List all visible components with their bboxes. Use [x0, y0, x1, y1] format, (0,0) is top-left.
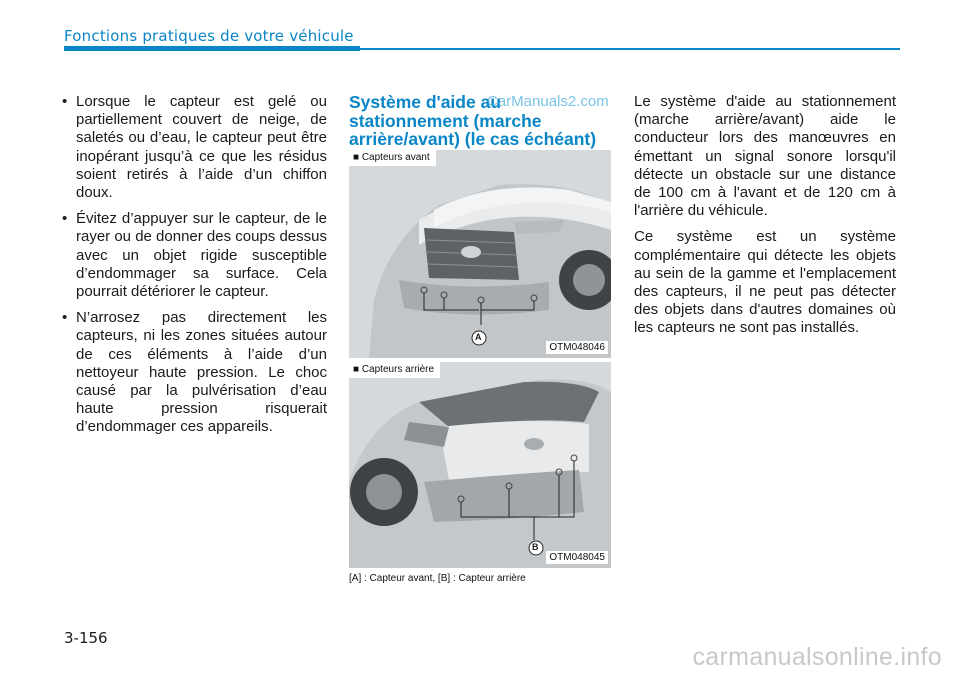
header-title: Fonctions pratiques de votre véhicule: [64, 27, 354, 45]
marker-a: A: [475, 332, 482, 342]
rear-car-illustration: [349, 362, 611, 568]
bullet-item: [62, 309, 327, 436]
bullet-text: N’arrosez pas directement les capteurs, ni les zones situées autour de ces éléments à l’aide d’un nettoyeur haute pression. Le choc causé par la pulvérisation d’eau haute pression risquerait d’endommager ces appareils.: [76, 309, 327, 436]
rear-sensors-figure: [349, 362, 611, 568]
bullet-text: Lorsque le capteur est gelé ou partiellement couvert de neige, de saletés ou d’eau, le capteur peut être inopérant jusqu’à ce que les résidus soient retirés à l’aide d’un chiffon doux.: [76, 93, 327, 202]
header-rule-thin: [360, 48, 900, 50]
bullet-item: [62, 93, 327, 202]
bullet-dot: •: [62, 309, 68, 327]
bullet-dot: •: [62, 93, 68, 110]
description-column: [634, 93, 896, 346]
bullet-dot: •: [62, 210, 68, 228]
front-figure-code: OTM048046: [546, 341, 608, 354]
description-paragraph: Le système d'aide au stationnement (marche arrière/avant) aide le conducteur lors des manœuvres en émettant un signal sonore lorsqu'il détecte un obstacle sur une distance de 100 cm à l'avant et de 120 cm à l'arrière du véhicule.: [634, 93, 896, 220]
header-rule: [64, 46, 360, 51]
figure-caption: [A] : Capteur avant, [B] : Capteur arrière: [349, 573, 526, 584]
footer-watermark: carmanualsonline.info: [692, 643, 942, 671]
front-sensors-figure: [349, 150, 611, 358]
section-title: Système d'aide au stationnement (marche arrière/avant) (le cas échéant): [349, 92, 597, 149]
bullet-list: [62, 93, 327, 445]
rear-sensors-label: ■ Capteurs arrière: [349, 362, 440, 378]
bullet-item: [62, 210, 327, 301]
bullet-text: Évitez d’appuyer sur le capteur, de le rayer ou de donner des coups dessus avec un objet rigide susceptible d’endommager sa surface. Cela pourrait détériorer le capteur.: [76, 210, 327, 301]
front-car-illustration: [349, 150, 611, 358]
page-number: 3-156: [64, 629, 108, 647]
description-paragraph: Ce système est un système complémentaire qui détecte les objets au sein de la gamme et l'emplacement des capteurs, il ne peut pas détecter des objets dans d'autres domaines où les capteurs ne sont pas installés.: [634, 228, 896, 337]
site-watermark: CarManuals2.com: [487, 93, 609, 110]
front-sensors-label: ■ Capteurs avant: [349, 150, 436, 166]
rear-figure-code: OTM048045: [546, 551, 608, 564]
marker-b: B: [532, 542, 539, 552]
